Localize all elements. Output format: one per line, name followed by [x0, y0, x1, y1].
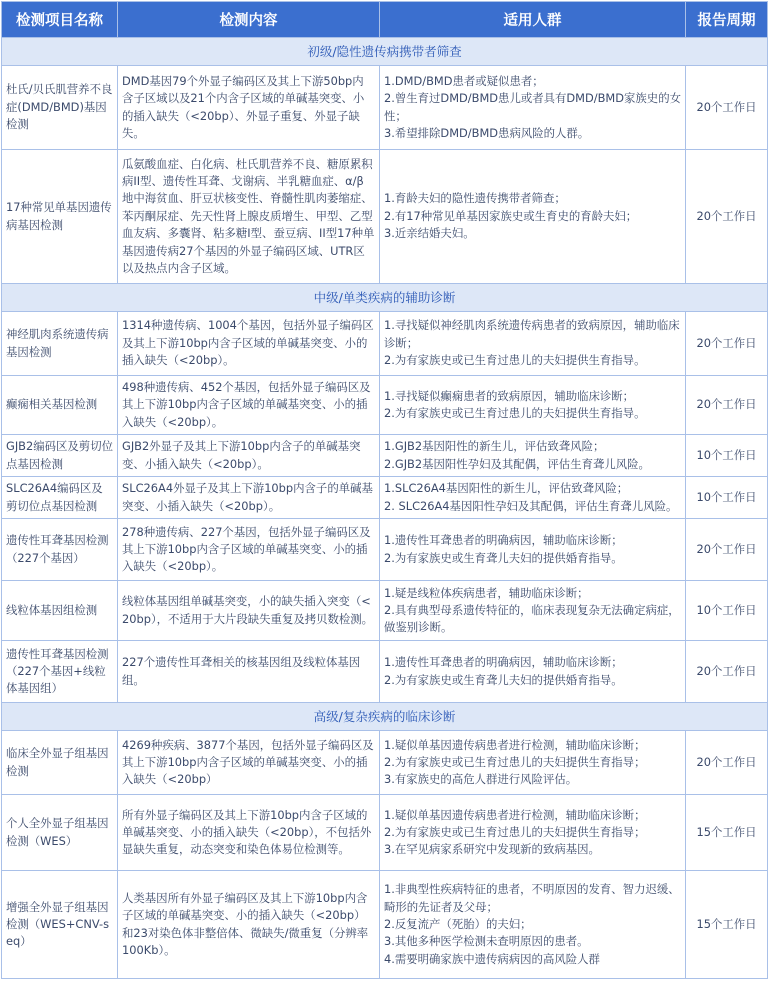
test-name: 遗传性耳聋基因检测（227个基因+线粒体基因组）: [2, 641, 118, 703]
test-content: 4269种疾病、3877个基因，包括外显子编码区及其上下游10bp内含子区域的单碱基突变、小的插入缺失（<20bp）: [118, 731, 380, 795]
population-item: 2.有17种常见单基因家族史或生育史的育龄夫妇；: [384, 208, 638, 223]
test-name: 临床全外显子组基因检测: [2, 731, 118, 795]
test-population: [380, 66, 686, 150]
test-name: SLC26A4编码区及剪切位点基因检测: [2, 477, 118, 519]
population-item: 3.近亲结婚夫妇。: [384, 226, 475, 241]
report-period: 20个工作日: [686, 641, 768, 703]
population-item: 1.疑是线粒体疾病患者，辅助临床诊断；: [384, 585, 589, 600]
population-item: 3.在罕见病家系研究中发现新的致病基因。: [384, 842, 600, 857]
population-item: 2.为有家族史或已生育过患儿的夫妇提供生育指导。: [384, 353, 646, 368]
test-population: [380, 795, 686, 871]
population-item: 1.遗传性耳聋患者的明确病因，辅助临床诊断；: [384, 533, 623, 548]
test-name: 遗传性耳聋基因检测（227个基因）: [2, 519, 118, 581]
test-content: 瓜氨酸血症、白化病、杜氏肌营养不良、糖原累积病II型、遗传性耳聋、戈谢病、半乳糖血症、α/β地中海贫血、肝豆状核变性、脊髓性肌肉萎缩症、苯丙酮尿症、先天性肾上腺皮质增生、甲型、乙型血友病、多囊肾、粘多糖I型、蚕豆病、II型17种单基因遗传病27个基因的外显子编码区域、UTR区以及热点内含子区域。: [118, 150, 380, 284]
population-item: 3.希望排除DMD/BMD患病风险的人群。: [384, 125, 590, 140]
test-population: [380, 435, 686, 477]
test-content: 线粒体基因组单碱基突变，小的缺失插入突变（< 20bp），不适用于大片段缺失重复及拷贝数检测。: [118, 581, 380, 641]
test-name: 线粒体基因组检测: [2, 581, 118, 641]
section-title-intermediate: 中级/单类疾病的辅助诊断: [2, 284, 768, 312]
test-population: [380, 519, 686, 581]
table-row: [2, 641, 768, 703]
section-title-primary: 初级/隐性遗传病携带者筛查: [2, 38, 768, 66]
test-content: 人类基因所有外显子编码区及其上下游10bp内含子区域的单碱基突变、小的插入缺失（<20bp）和23对染色体非整倍体、微缺失/微重复（分辨率100Kb）。: [118, 871, 380, 979]
table-header-row: [2, 2, 768, 38]
population-item: 2.为有家族史或已生育过患儿的夫妇提供生育指导。: [384, 406, 646, 421]
population-item: 2.GJB2基因阳性孕妇及其配偶，评估生育聋儿风险。: [384, 456, 650, 471]
population-item: 4.需要明确家族中遗传病病因的高风险人群: [384, 951, 600, 966]
population-item: 2.为有家族史或已生育过患儿的夫妇提供生育指导；: [384, 825, 646, 840]
report-period: 20个工作日: [686, 519, 768, 581]
report-period: 15个工作日: [686, 795, 768, 871]
report-period: 20个工作日: [686, 312, 768, 376]
header-population: 适用人群: [380, 2, 686, 38]
test-population: [380, 581, 686, 641]
test-content: GJB2外显子及其上下游10bp内含子的单碱基突变、小插入缺失（<20bp）。: [118, 435, 380, 477]
section-row-primary: [2, 38, 768, 66]
test-population: [380, 312, 686, 376]
test-population: [380, 477, 686, 519]
test-name: 神经肌肉系统遗传病基因检测: [2, 312, 118, 376]
test-population: [380, 871, 686, 979]
table-row: [2, 871, 768, 979]
test-content: SLC26A4外显子及其上下游10bp内含子的单碱基突变、小插入缺失（<20bp）。: [118, 477, 380, 519]
table-row: [2, 581, 768, 641]
test-content: 1314种遗传病、1004个基因，包括外显子编码区及其上下游10bp内含子区域的单碱基突变、小的插入缺失（<20bp）。: [118, 312, 380, 376]
table-row: [2, 150, 768, 284]
test-name: GJB2编码区及剪切位点基因检测: [2, 435, 118, 477]
population-item: 1.寻找疑似癫痫患者的致病原因，辅助临床诊断；: [384, 388, 635, 403]
report-period: 20个工作日: [686, 66, 768, 150]
population-item: 2.为有家族史或生育聋儿夫妇的提供婚育指导。: [384, 550, 623, 565]
test-content: 498种遗传病、452个基因，包括外显子编码区及其上下游10bp内含子区域的单碱基突变、小的插入缺失（<20bp）。: [118, 376, 380, 435]
test-population: [380, 376, 686, 435]
header-test-content: 检测内容: [118, 2, 380, 38]
population-item: 3.有家族史的高危人群进行风险评估。: [384, 772, 578, 787]
test-name: 增强全外显子组基因检测（WES+CNV-seq）: [2, 871, 118, 979]
report-period: 15个工作日: [686, 871, 768, 979]
table-row: [2, 795, 768, 871]
table-row: [2, 435, 768, 477]
report-period: 20个工作日: [686, 150, 768, 284]
table-row: [2, 376, 768, 435]
table-row: [2, 66, 768, 150]
section-row-intermediate: [2, 284, 768, 312]
population-item: 3.其他多种医学检测未查明原因的患者。: [384, 934, 589, 949]
test-population: [380, 731, 686, 795]
population-item: 1.SLC26A4基因阳性的新生儿，评估致聋风险；: [384, 481, 629, 496]
population-item: 1.DMD/BMD患者或疑似患者；: [384, 73, 544, 88]
header-test-name: 检测项目名称: [2, 2, 118, 38]
test-name: 17种常见单基因遗传病基因检测: [2, 150, 118, 284]
test-content: 所有外显子编码区及其上下游10bp内含子区域的单碱基突变、小的插入缺失（<20bp），不包括外显缺失重复，动态突变和染色体易位检测等。: [118, 795, 380, 871]
report-period: 20个工作日: [686, 731, 768, 795]
test-content: 278种遗传病、227个基因，包括外显子编码区及其上下游10bp内含子区域的单碱基突变、小的插入缺失（<20bp）。: [118, 519, 380, 581]
test-name: 杜氏/贝氏肌营养不良症(DMD/BMD)基因检测: [2, 66, 118, 150]
population-item: 1.非典型性疾病特征的患者，不明原因的发育、智力迟缓、畸形的先证者及父母；: [384, 882, 680, 914]
population-item: 1.疑似单基因遗传病患者进行检测，辅助临床诊断；: [384, 737, 646, 752]
population-item: 2. SLC26A4基因阳性孕妇及其配偶，评估生育聋儿风险。: [384, 498, 678, 513]
test-population: [380, 150, 686, 284]
test-content: 227个遗传性耳聋相关的核基因组及线粒体基因组。: [118, 641, 380, 703]
table-row: [2, 312, 768, 376]
population-item: 2.为有家族史或已生育过患儿的夫妇提供生育指导；: [384, 755, 646, 770]
population-item: 1.育龄夫妇的隐性遗传携带者筛查；: [384, 191, 566, 206]
section-title-advanced: 高级/复杂疾病的临床诊断: [2, 703, 768, 731]
test-name: 癫痫相关基因检测: [2, 376, 118, 435]
population-item: 1.GJB2基因阳性的新生儿，评估致聋风险；: [384, 439, 605, 454]
test-content: DMD基因79个外显子编码区及其上下游50bp内含子区域以及21个内含子区域的单碱基突变、小的插入缺失（<20bp）、外显子重复、外显子缺失。: [118, 66, 380, 150]
population-item: 1.寻找疑似神经肌肉系统遗传病患者的致病原因，辅助临床诊断；: [384, 318, 680, 350]
table-row: [2, 519, 768, 581]
genetic-test-table: [1, 1, 768, 979]
population-item: 2.反复流产（死胎）的夫妇；: [384, 917, 532, 932]
population-item: 2.为有家族史或生育聋儿夫妇的提供婚育指导。: [384, 672, 623, 687]
population-item: 1.遗传性耳聋患者的明确病因，辅助临床诊断；: [384, 655, 623, 670]
table-row: [2, 477, 768, 519]
population-item: 2.曾生育过DMD/BMD患儿或者具有DMD/BMD家族史的女性；: [384, 91, 681, 123]
test-name: 个人全外显子组基因检测（WES）: [2, 795, 118, 871]
population-item: 2.具有典型母系遗传特征的，临床表现复杂无法确定病症，做鉴别诊断。: [384, 603, 680, 635]
population-item: 1.疑似单基因遗传病患者进行检测，辅助临床诊断；: [384, 807, 646, 822]
report-period: 20个工作日: [686, 376, 768, 435]
header-report-period: 报告周期: [686, 2, 768, 38]
test-population: [380, 641, 686, 703]
report-period: 10个工作日: [686, 477, 768, 519]
table-row: [2, 731, 768, 795]
report-period: 10个工作日: [686, 581, 768, 641]
section-row-advanced: [2, 703, 768, 731]
report-period: 10个工作日: [686, 435, 768, 477]
